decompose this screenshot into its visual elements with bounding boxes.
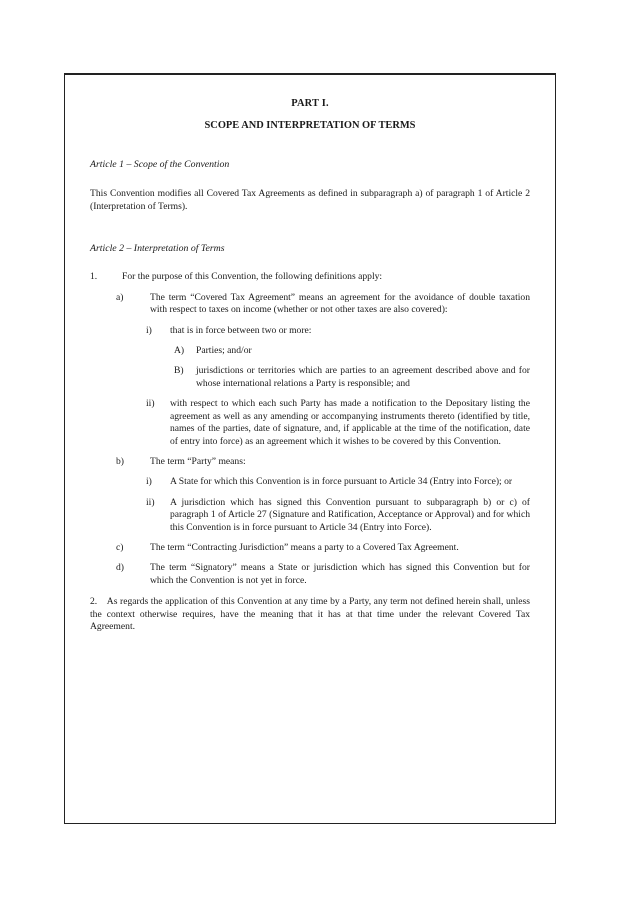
clause-text: that is in force between two or more:: [170, 324, 312, 336]
subparagraph-text: The term “Signatory” means a State or jurisdiction which has signed this Convention but for which the Convention is not yet in force.: [150, 562, 530, 586]
subparagraph-c: [116, 542, 530, 554]
paragraph-2: 2. As regards the application of this Convention at any time by a Party, any term not defined herein shall, unless the context otherwise requires, have the meaning that it has at that time under the relevant Covered Tax Agreement.: [90, 596, 530, 632]
document-content: [90, 98, 530, 633]
article-1-title: Article 1 – Scope of the Convention: [90, 158, 230, 170]
subparagraph-label: c): [116, 541, 124, 553]
clause-text: with respect to which each such Party has made a notification to the Depositary listing the agreement as well as any amending or accompanying instruments thereto (identified by title, names of the parties, date of signature, and, if applicable at the time of the notification, date of entry into force) as an agreement which it wishes to be covered by this Convention.: [170, 398, 530, 447]
clause-b-ii: [146, 497, 530, 534]
subparagraph-text: The term “Covered Tax Agreement” means an agreement for the avoidance of double taxation with respect to taxes on income (whether or not other taxes are also covered):: [150, 291, 530, 316]
paragraph-1: [90, 271, 530, 283]
subparagraph-b: [116, 456, 530, 468]
clause-a-i: [146, 325, 530, 337]
item-text: Parties; and/or: [196, 345, 252, 357]
clause-label: i): [146, 476, 152, 488]
item-label: A): [174, 345, 185, 357]
clause-a-ii: [146, 398, 530, 448]
clause-text: A State for which this Convention is in force pursuant to Article 34 (Entry into Force); or: [170, 476, 513, 488]
article-1-text: This Convention modifies all Covered Tax Agreements as defined in subparagraph a) of paragraph 1 of Article 2 (Interpretation of Terms).: [90, 188, 530, 212]
clause-b-i: [146, 476, 530, 488]
paragraph-text: For the purpose of this Convention, the following definitions apply:: [122, 271, 383, 283]
item-a-i-A: [174, 345, 530, 357]
part-title: SCOPE AND INTERPRETATION OF TERMS: [204, 120, 416, 132]
paragraph-number: 1.: [90, 271, 98, 283]
item-a-i-B: [174, 365, 530, 390]
subparagraph-text: The term “Contracting Jurisdiction” means a party to a Covered Tax Agreement.: [150, 541, 459, 553]
part-heading: PART I.: [291, 98, 329, 109]
subparagraph-text: The term “Party” means:: [150, 455, 246, 467]
clause-text: A jurisdiction which has signed this Convention pursuant to subparagraph b) or c) of paragraph 1 of Article 27 (Signature and Ratification, Acceptance or Approval) and for which this Convention is in force pursuant to Article 34 (Entry into Force).: [170, 496, 530, 533]
subparagraph-label: b): [116, 455, 124, 467]
subparagraph-label: a): [116, 291, 124, 303]
item-label: B): [174, 365, 184, 377]
clause-label: i): [146, 324, 152, 336]
item-text: jurisdictions or territories which are parties to an agreement described above and for whose international relations a Party is responsible; and: [196, 365, 530, 389]
subparagraph-a: [116, 292, 530, 317]
clause-label: ii): [146, 496, 155, 508]
article-2-title: Article 2 – Interpretation of Terms: [90, 243, 225, 255]
subparagraph-label: d): [116, 562, 124, 574]
subparagraph-d: [116, 562, 530, 587]
clause-label: ii): [146, 398, 155, 410]
